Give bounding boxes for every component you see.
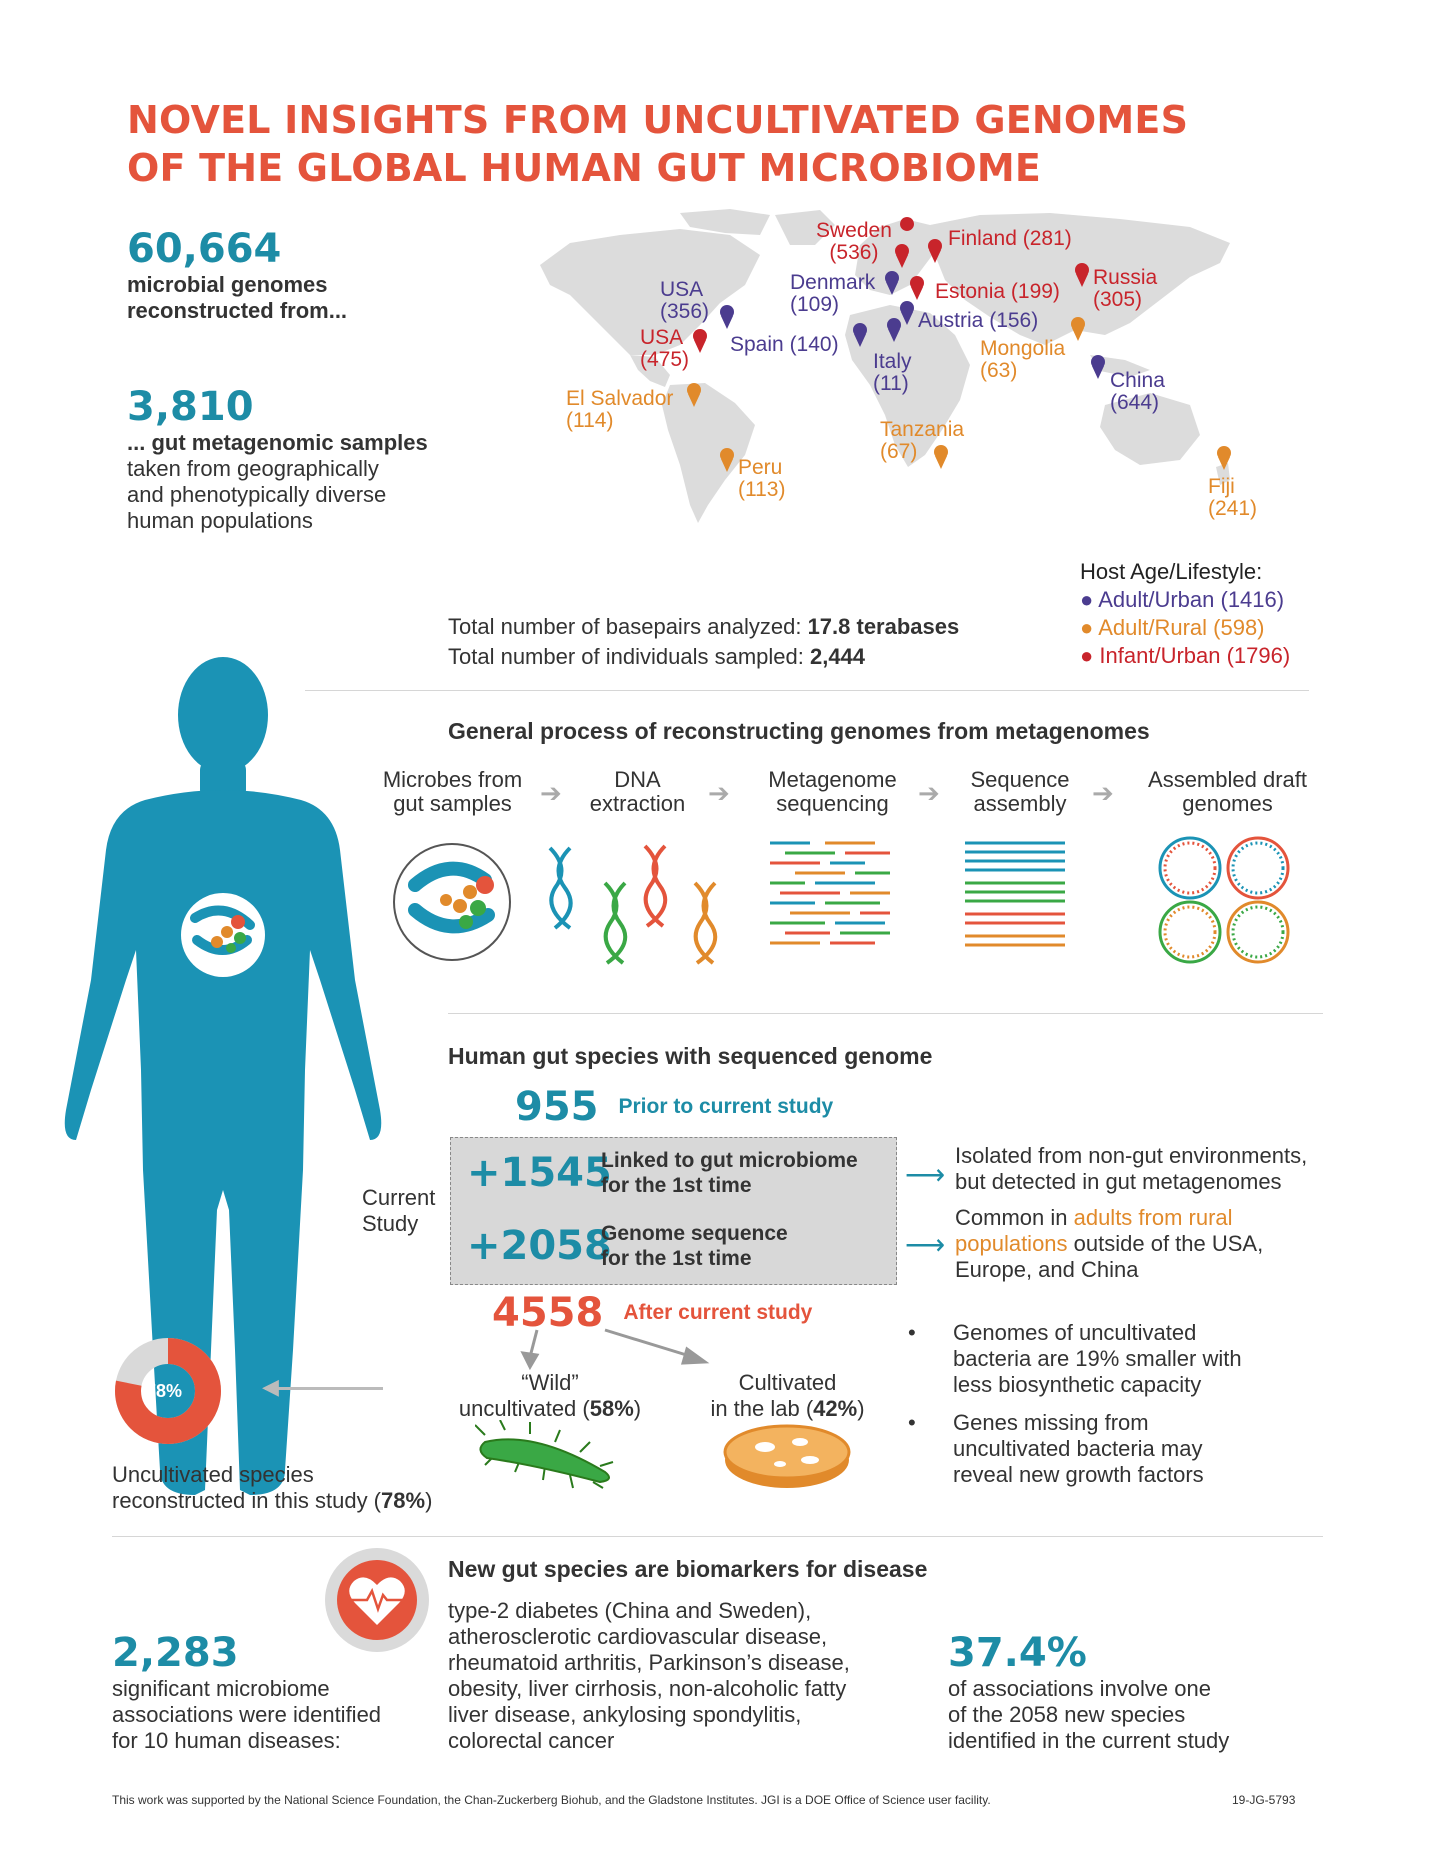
pin-mongolia-icon [1071,317,1085,341]
pin-label-estonia: Estonia (199) [935,280,1060,303]
pin-label-italy: Italy (11) [873,350,912,395]
sequencing-reads-icon [765,838,895,958]
pin-italy-icon [887,318,901,342]
arrow-right-icon: ⟶ [905,1159,946,1190]
pin-label-finland: Finland (281) [948,227,1072,250]
divider [305,690,1309,691]
pin-austria-icon [900,301,914,325]
legend-adult-urban: ● Adult/Urban (1416) [1080,587,1285,612]
findings-list [908,1320,1242,1488]
basepairs-total: Total number of basepairs analyzed: 17.8 terabases [448,614,960,639]
step-assembled-genomes: Assembled draft genomes [1148,767,1307,816]
uncultivated-donut-chart [112,1335,224,1447]
pin-label-russia: Russia (305) [1093,266,1158,311]
disease-heading: New gut species are biomarkers for disease [448,1556,928,1582]
linked-species: +1545 Linked to gut microbiome for the 1st time [467,1149,858,1197]
arrow-left-icon: ◀ [262,1374,279,1399]
arrow-right-icon: ➔ [708,778,730,808]
pin-label-peru: Peru (113) [738,456,786,501]
samples-stat: 3,810 ... gut metagenomic samples taken from geographically and phenotypically diverse human populations [127,384,428,533]
donut-label: 78% [145,1381,183,1401]
pin-usa-infant-icon [693,329,707,353]
pin-spain-icon [853,323,867,347]
totals [448,612,959,672]
associations-stat: 2,283 significant microbiome associations were identified for 10 human diseases: [112,1630,382,1753]
assembly-contigs-icon [960,838,1070,958]
pin-label-usa-infant: USA (475) [640,326,690,371]
pin-estonia-icon [910,276,924,300]
footer-credit: This work was supported by the National Science Foundation, the Chan-Zuckerberg Biohub, and the Gladstone Institutes. JGI is a DOE Office of Science user facility. [112,1793,991,1807]
legend-adult-rural: ● Adult/Rural (598) [1080,615,1265,640]
pin-label-mongolia: Mongolia (63) [980,337,1066,382]
pin-label-tanzania: Tanzania (67) [880,418,965,463]
pin-denmark-icon [885,271,899,295]
pin-label-el-salvador: El Salvador (114) [566,387,674,432]
current-study-label: Current Study [362,1185,436,1236]
disease-list: type-2 diabetes (China and Sweden), atherosclerotic cardiovascular disease, rheumatoid arthritis, Parkinson’s disease, obesity, liver cirrhosis, non-alcoholic fatty liver disease, ankylosing spondylitis, colorectal cancer [448,1598,850,1753]
step-microbes: Microbes from gut samples [382,767,523,816]
pin-orange-icon: ● [1080,615,1094,640]
arrow-right-icon: ➔ [540,778,562,808]
pin-fiji-icon [1217,446,1231,470]
genome-circles-icon [1155,835,1295,965]
current-study-box [450,1137,897,1285]
legend-infant-urban: ● Infant/Urban (1796) [1080,643,1291,668]
page-title: NOVEL INSIGHTS FROM UNCULTIVATED GENOMES OF THE GLOBAL HUMAN GUT MICROBIOME [127,98,1189,190]
pin-label-china: China (644) [1110,369,1165,414]
pin-purple-icon: ● [1080,587,1094,612]
finding-2: • Genes missing from uncultivated bacteria may reveal new growth factors [908,1410,1204,1487]
step-metagenome-sequencing: Metagenome sequencing [768,767,897,816]
wild-uncultivated: “Wild” uncultivated (58%) [458,1370,642,1421]
divider [112,1536,1323,1537]
genome-note: Common in adults from rural populations outside of the USA, Europe, and China [955,1205,1264,1282]
linked-note: Isolated from non-gut environments, but detected in gut metagenomes [955,1143,1308,1194]
pin-usa-adult-icon [720,305,734,329]
pin-label-austria: Austria (156) [918,309,1039,332]
map-legend [1080,558,1290,670]
petri-dish-icon [720,1422,855,1492]
step-sequence-assembly: Sequence assembly [970,767,1070,816]
footer-code: 19-JG-5793 [1232,1793,1296,1807]
pin-label-denmark: Denmark (109) [790,271,876,316]
pin-finland-icon [928,239,942,263]
pin-sweden-icon [895,244,909,268]
microbes-sample-icon [390,840,515,965]
bacterium-icon [475,1420,620,1490]
genomes-stat: 60,664 microbial genomes reconstructed from... [127,226,348,323]
arrow-right-icon: ➔ [1092,778,1114,808]
uncultivated-species-caption: Uncultivated species reconstructed in this study (78%) [112,1462,433,1513]
finding-1: • Genomes of uncultivated bacteria are 19% smaller with less biosynthetic capacity [908,1320,1242,1397]
process-heading: General process of reconstructing genomes from metagenomes [448,718,1150,744]
arrow-left-line [265,1387,383,1390]
after-study-species: 4558 After current study [492,1290,813,1336]
pin-label-sweden: Sweden (536) [816,219,892,264]
pin-russia-icon [1075,263,1089,287]
pin-label-spain: Spain (140) [730,333,839,356]
legend-title: Host Age/Lifestyle: [1080,559,1263,584]
arrow-right-icon: ➔ [918,778,940,808]
arrow-right-icon: ⟶ [905,1229,946,1260]
pin-label-usa-adult: USA (356) [660,278,710,323]
step-dna-extraction: DNA extraction [589,767,686,816]
pin-china-icon [1091,355,1105,379]
split-arrows-icon [515,1325,715,1370]
pin-peru-icon [720,448,734,472]
cultivated-lab: Cultivated in the lab (42%) [710,1370,865,1421]
individuals-total: Total number of individuals sampled: 2,444 [448,644,866,669]
pin-label-fiji: Fiji (241) [1208,475,1258,520]
dna-icon [545,838,745,968]
pin-el-salvador-icon [687,383,701,407]
prior-species: 955 Prior to current study [515,1084,834,1130]
species-heading: Human gut species with sequenced genome [448,1043,933,1069]
new-species-associations-stat: 37.4% of associations involve one of the 2058 new species identified in the current study [948,1630,1230,1753]
divider [448,1013,1323,1014]
pin-red-icon: ● [1080,643,1094,668]
new-genome-species: +2058 Genome sequence for the 1st time [467,1222,788,1270]
